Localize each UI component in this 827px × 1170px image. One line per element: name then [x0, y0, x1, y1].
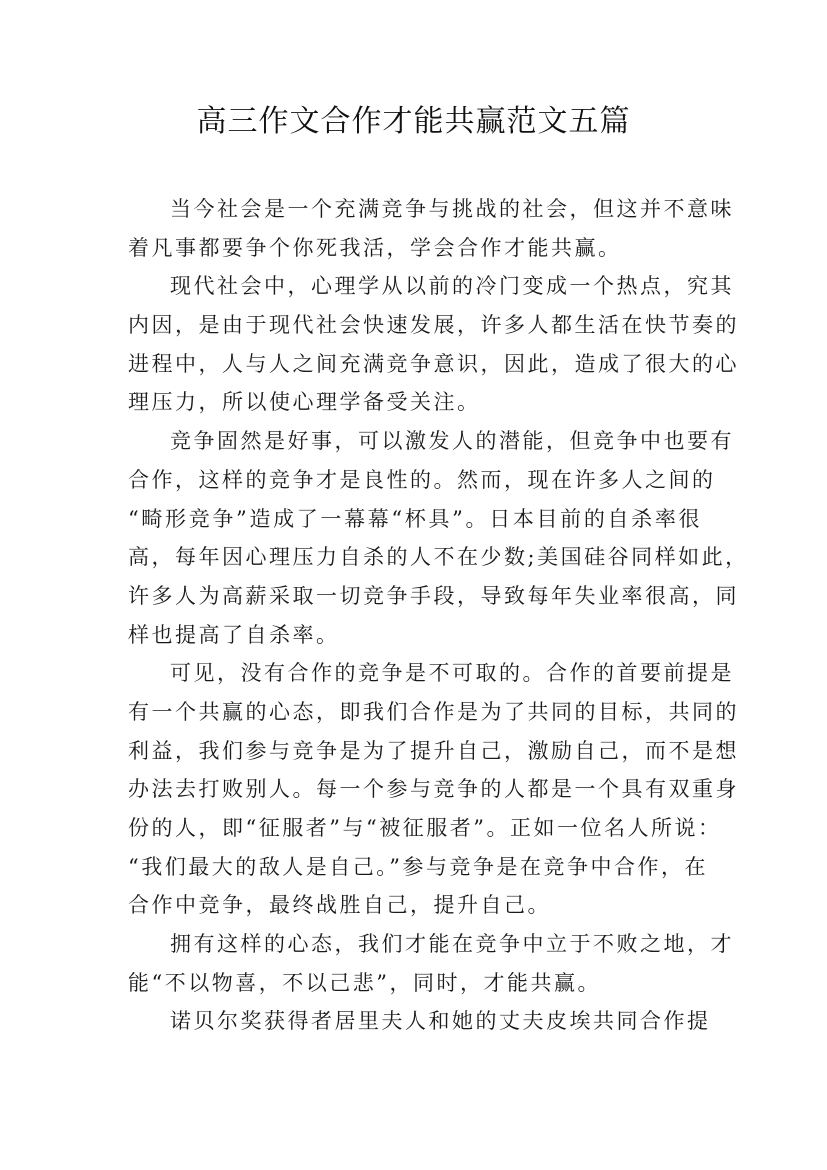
text-line: 高，每年因心理压力自杀的人不在少数;美国硅谷同样如此，: [128, 545, 749, 570]
text-line: 诺贝尔奖获得者居里夫人和她的丈夫皮埃共同合作提: [170, 1009, 711, 1034]
text-line: 合作，这样的竞争才是良性的。然而，现在许多人之间的: [128, 467, 716, 492]
text-line: 现代社会中，心理学从以前的冷门变成一个热点，究其: [170, 274, 734, 299]
text-line: 利益，我们参与竞争是为了提升自己，激励自己，而不是想: [128, 738, 739, 763]
text-line: “畸形竞争”造成了一幕幕“杯具”。日本目前的自杀率很: [128, 506, 702, 531]
text-line: 理压力，所以使心理学备受关注。: [128, 390, 481, 415]
text-line: 当今社会是一个充满竞争与挑战的社会，但这并不意味: [170, 197, 734, 221]
text-line: 份的人，即“征服者”与“被征服者”。正如一位名人所说：: [128, 816, 722, 840]
text-line: 进程中，人与人之间充满竞争意识，因此，造成了很大的心: [128, 351, 739, 376]
document-title: 高三作文合作才能共赢范文五篇: [196, 104, 631, 139]
text-line: 内因，是由于现代社会快速发展，许多人都生活在快节奏的: [128, 313, 739, 338]
text-line: 拥有这样的心态，我们才能在竞争中立于不败之地，才: [170, 932, 734, 957]
text-line: 许多人为高薪采取一切竞争手段，导致每年失业率很高，同: [128, 583, 739, 608]
document-body: [128, 190, 749, 1041]
text-line: 着凡事都要争个你死我活，学会合作才能共赢。: [128, 235, 622, 260]
text-line: 有一个共赢的心态，即我们合作是为了共同的目标，共同的: [128, 699, 739, 724]
text-line: 能“不以物喜，不以己悲”，同时，才能共赢。: [128, 970, 601, 995]
text-line: 竞争固然是好事，可以激发人的潜能，但竞争中也要有: [170, 429, 734, 454]
text-line: 办法去打败别人。每一个参与竞争的人都是一个具有双重身: [128, 777, 739, 802]
text-line: 样也提高了自杀率。: [128, 622, 340, 647]
text-line: 合作中竞争，最终战胜自己，提升自己。: [128, 893, 551, 918]
text-line: “我们最大的敌人是自己。”参与竞争是在竞争中合作，在: [128, 854, 708, 879]
text-line: 可见，没有合作的竞争是不可取的。合作的首要前提是: [170, 661, 734, 686]
